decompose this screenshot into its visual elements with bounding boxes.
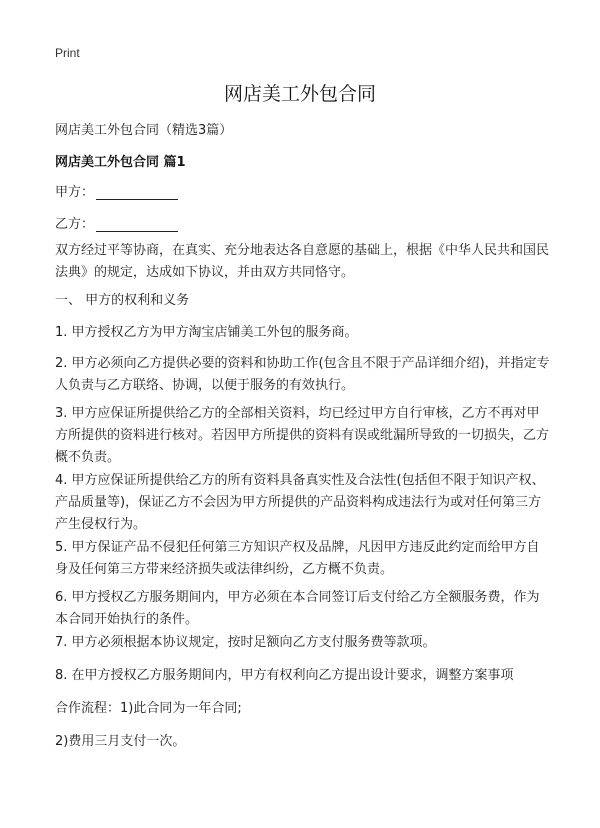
clause-1: 1. 甲方授权乙方为甲方淘宝店铺美工外包的服务商。	[55, 325, 358, 340]
party-a-line	[55, 181, 178, 200]
cooperation-process-1: 合作流程：1)此合同为一年合同;	[55, 701, 242, 716]
section-heading: 网店美工外包合同 篇1	[55, 155, 186, 170]
party-a-label: 甲方：	[55, 185, 95, 200]
clause-2: 2. 甲方必须向乙方提供必要的资料和协助工作(包含且不限于产品详细介绍)，并指定专人负责与乙方联络、协调，以便于服务的有效执行。	[55, 356, 550, 393]
party-b-label: 乙方：	[55, 217, 95, 232]
clause-8: 8. 在甲方授权乙方服务期间内，甲方有权利向乙方提出设计要求，调整方案事项	[55, 668, 514, 683]
clause-5: 5. 甲方保证产品不侵犯任何第三方知识产权及品牌，凡因甲方违反此约定而给甲方自身及任何第三方带来经济损失或法律纠纷，乙方概不负责。	[55, 540, 540, 577]
clause-6: 6. 甲方授权乙方服务期间内，甲方必须在本合同签订后支付给乙方全额服务费，作为本合同开始执行的条件。	[55, 590, 540, 627]
cooperation-process-2: 2)费用三月支付一次。	[55, 734, 186, 749]
clause-heading-1: 一、 甲方的权利和义务	[55, 293, 190, 308]
party-b-blank	[96, 217, 178, 232]
clause-3: 3. 甲方应保证所提供给乙方的全部相关资料，均已经过甲方自行审核，乙方不再对甲方所提供的资料进行核对。若因甲方所提供的资料有误或纰漏所导致的一切损失，乙方概不负责。	[55, 406, 550, 465]
clause-7: 7. 甲方必须根据本协议规定，按时足额向乙方支付服务费等款项。	[55, 635, 436, 650]
print-link[interactable]: Print	[55, 46, 80, 60]
intro-paragraph: 双方经过平等协商，在真实、充分地表达各自意愿的基础上，根据《中华人民共和国民法典》的规定，达成如下协议，并由双方共同恪守。	[55, 243, 550, 280]
document-subtitle: 网店美工外包合同（精选3篇）	[55, 123, 233, 138]
party-b-line	[55, 213, 178, 232]
document-title: 网店美工外包合同	[223, 83, 376, 105]
clause-4: 4. 甲方应保证所提供给乙方的所有资料具备真实性及合法性(包括但不限于知识产权、产品质量等)，保证乙方不会因为甲方所提供的产品资料构成违法行为或对任何第三方产生侵权行为。	[55, 473, 545, 532]
party-a-blank	[96, 185, 178, 200]
